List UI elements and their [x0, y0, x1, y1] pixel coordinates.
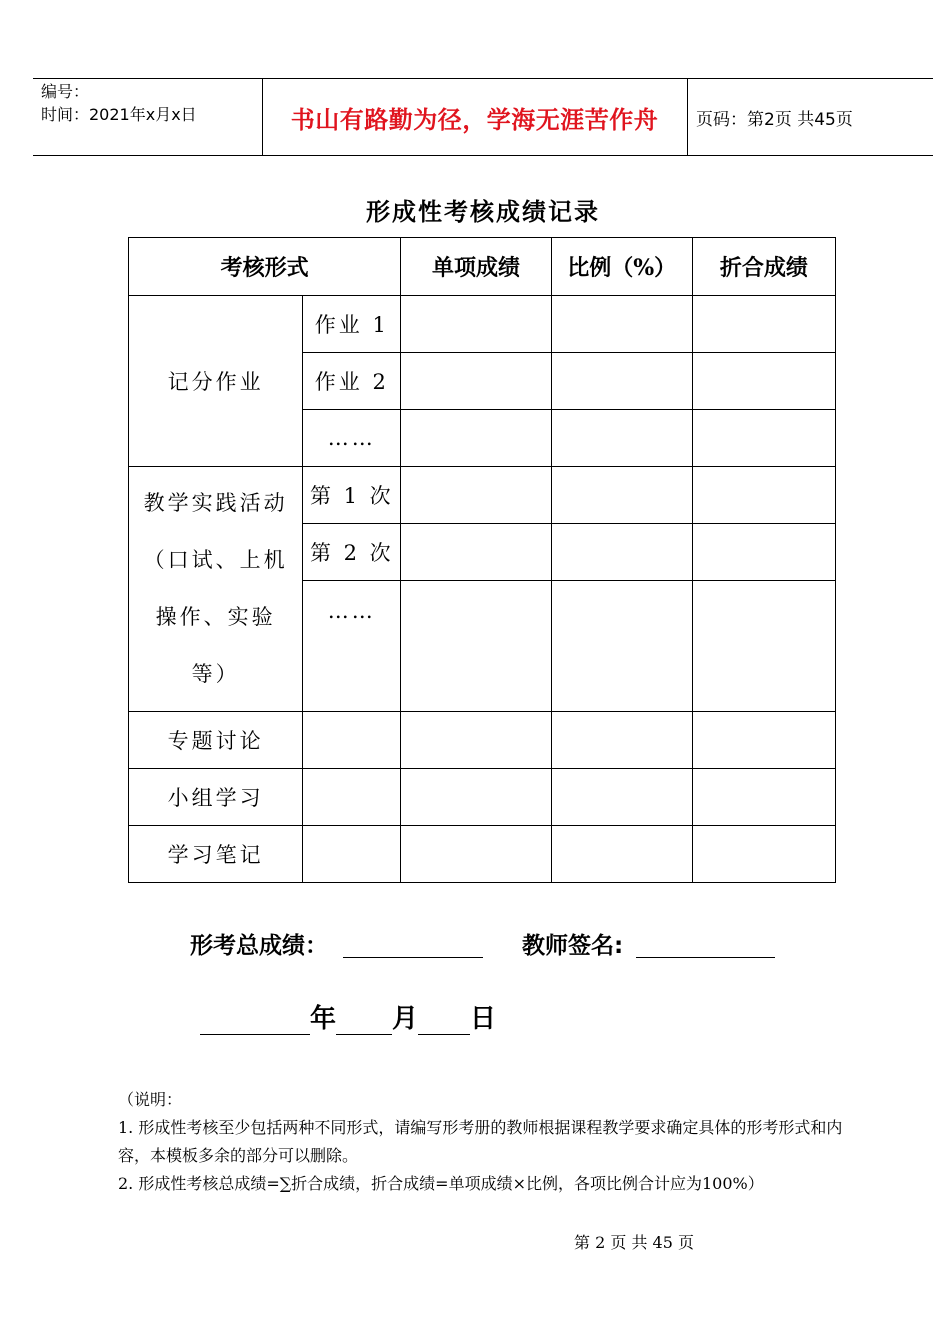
item-label: …… [303, 581, 401, 712]
month-label: 月 [392, 1004, 419, 1034]
score-cell[interactable] [401, 410, 551, 467]
note-item-1: 1. 形成性考核至少包括两种不同形式，请编写形考册的教师根据课程教学要求确定具体的形考形式和内容，本模板多余的部分可以删除。 [118, 1118, 843, 1165]
converted-cell[interactable] [692, 769, 835, 826]
practice-label-line: 操作、实验 [155, 605, 276, 629]
ratio-cell[interactable] [551, 467, 692, 524]
header-motto: 书山有路勤为径，学海无涯苦作舟 [262, 79, 688, 155]
item-label: 第 1 次 [303, 467, 401, 524]
item-label [303, 826, 401, 883]
notes-heading: （说明： [118, 1090, 183, 1109]
header-single-score: 单项成绩 [401, 238, 551, 296]
practice-label-line: 等） [191, 662, 240, 686]
document-title: 形成性考核成绩记录 [366, 197, 600, 226]
item-label [303, 769, 401, 826]
score-cell[interactable] [401, 296, 551, 353]
date-row [200, 998, 496, 1035]
score-cell[interactable] [401, 524, 551, 581]
item-label [303, 712, 401, 769]
score-cell[interactable] [401, 353, 551, 410]
score-cell[interactable] [401, 826, 551, 883]
group-label-practice [129, 467, 303, 712]
practice-label-line: 教学实践活动 [143, 491, 288, 515]
header-page-info: 页码：第2页 共45页 [696, 109, 853, 130]
header-assessment-form: 考核形式 [129, 238, 401, 296]
total-score-label: 形考总成绩： [190, 933, 328, 959]
ratio-cell[interactable] [551, 410, 692, 467]
ratio-cell[interactable] [551, 296, 692, 353]
month-field[interactable] [336, 1006, 392, 1035]
item-label: 第 2 次 [303, 524, 401, 581]
notes-section [118, 1086, 858, 1198]
note-item-2: 2. 形成性考核总成绩=∑折合成绩，折合成绩=单项成绩×比例，各项比例合计应为100%） [118, 1174, 764, 1193]
group-label-homework: 记分作业 [129, 296, 303, 467]
practice-label-line: （口试、上机 [143, 548, 288, 572]
year-label: 年 [310, 1004, 337, 1034]
ratio-cell[interactable] [551, 769, 692, 826]
time-label: 时间：2021年x月x日 [41, 105, 197, 124]
ratio-cell[interactable] [551, 353, 692, 410]
row-label-group-study: 小组学习 [129, 769, 303, 826]
header-meta [33, 79, 263, 155]
table-row [129, 712, 836, 769]
score-cell[interactable] [401, 769, 551, 826]
header-converted-score: 折合成绩 [692, 238, 835, 296]
converted-cell[interactable] [692, 712, 835, 769]
row-label-topic-discussion: 专题讨论 [129, 712, 303, 769]
ratio-cell[interactable] [551, 826, 692, 883]
table-row [129, 467, 836, 524]
header-ratio: 比例（%） [551, 238, 692, 296]
converted-cell[interactable] [692, 410, 835, 467]
code-label: 编号： [41, 82, 90, 101]
item-label: 作业 1 [303, 296, 401, 353]
day-field[interactable] [418, 1006, 470, 1035]
page-header [33, 78, 933, 156]
converted-cell[interactable] [692, 296, 835, 353]
item-label: 作业 2 [303, 353, 401, 410]
score-cell[interactable] [401, 581, 551, 712]
converted-cell[interactable] [692, 826, 835, 883]
score-cell[interactable] [401, 467, 551, 524]
total-score-field[interactable] [343, 933, 483, 958]
table-row [129, 826, 836, 883]
teacher-signature-label: 教师签名: [522, 933, 624, 959]
converted-cell[interactable] [692, 581, 835, 712]
ratio-cell[interactable] [551, 581, 692, 712]
year-field[interactable] [200, 1006, 310, 1035]
ratio-cell[interactable] [551, 712, 692, 769]
day-label: 日 [470, 1004, 497, 1034]
page-footer: 第 2 页 共 45 页 [574, 1233, 694, 1252]
table-row [129, 769, 836, 826]
teacher-signature-field[interactable] [636, 933, 775, 958]
score-cell[interactable] [401, 712, 551, 769]
table-row [129, 296, 836, 353]
ratio-cell[interactable] [551, 524, 692, 581]
row-label-study-notes: 学习笔记 [129, 826, 303, 883]
converted-cell[interactable] [692, 467, 835, 524]
converted-cell[interactable] [692, 524, 835, 581]
grade-record-table [128, 237, 836, 883]
table-header-row [129, 238, 836, 296]
item-label: …… [303, 410, 401, 467]
converted-cell[interactable] [692, 353, 835, 410]
